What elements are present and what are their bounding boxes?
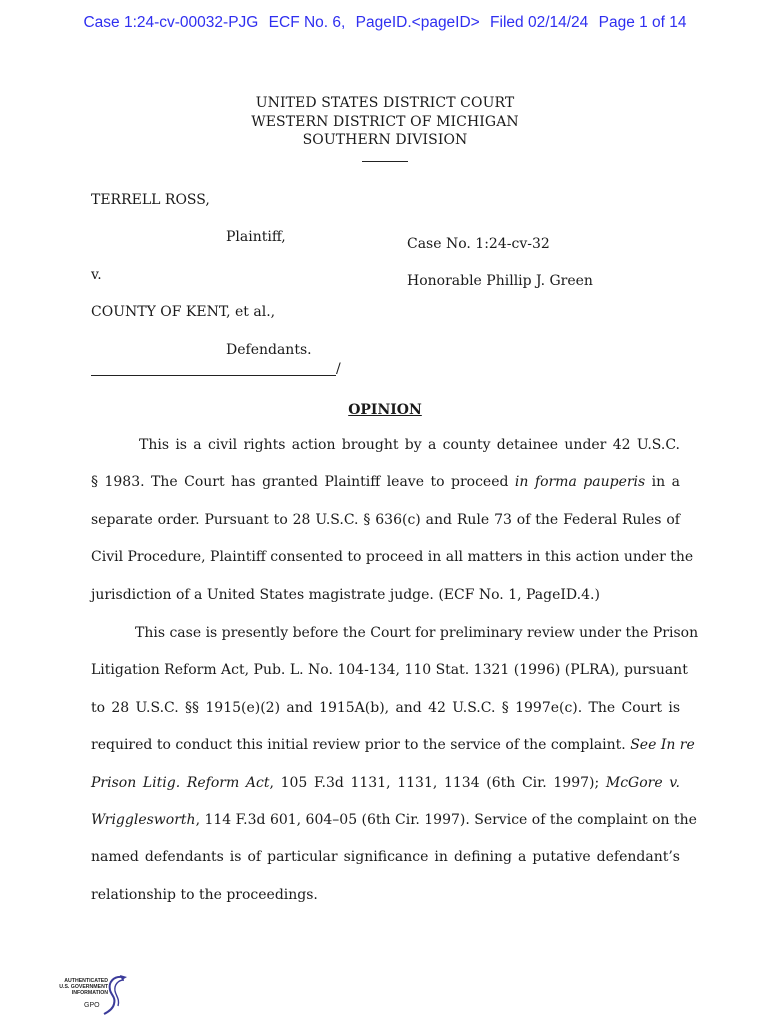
text-run: required to conduct this initial review prior to the service of the complaint. [91, 737, 631, 754]
plaintiff-name: TERRELL ROSS, [91, 192, 210, 208]
text-run: in a [645, 474, 680, 491]
paragraph-2 [91, 624, 699, 923]
judge-name: Honorable Phillip J. Green [407, 273, 593, 289]
defendant-role: Defendants. [226, 342, 312, 358]
court-title [0, 94, 770, 162]
paragraph-line: jurisdiction of a United States magistrate judge. (ECF No. 1, PageID.4.) [91, 586, 600, 603]
caption-slash: / [336, 361, 341, 377]
paragraph-line: separate order. Pursuant to 28 U.S.C. § 636(c) and Rule 73 of the Federal Rules of [91, 511, 680, 528]
title-divider [362, 161, 408, 162]
citation-signal: See In re [630, 737, 695, 754]
filed-date: Filed 02/14/24 [490, 14, 589, 31]
paragraph-line: Litigation Reform Act, Pub. L. No. 104-134, 110 Stat. 1321 (1996) (PLRA), pursuant [91, 662, 688, 679]
paragraph-line: Civil Procedure, Plaintiff consented to proceed in all matters in this action under the [91, 549, 694, 566]
opinion-heading: OPINION [348, 402, 422, 418]
paragraph-line [91, 811, 697, 848]
case-number-header: Case 1:24-cv-00032-PJG [83, 14, 259, 31]
paragraph-line: to 28 U.S.C. §§ 1915(e)(2) and 1915A(b), and 42 U.S.C. § 1997e(c). The Court is [91, 699, 680, 716]
italic-term: in forma pauperis [514, 474, 646, 491]
seal-abbr: GPO [84, 1002, 100, 1009]
court-name: UNITED STATES DISTRICT COURT [255, 95, 515, 111]
seal-line: AUTHENTICATED [64, 978, 108, 984]
case-citation: Wrigglesworth [91, 811, 196, 828]
text-run: , 114 F.3d 601, 604–05 (6th Cir. 1997). Service of the complaint on the [195, 811, 697, 828]
defendant-name: COUNTY OF KENT, et al., [91, 304, 276, 320]
page-count: Page 1 of 14 [598, 14, 687, 31]
case-number: Case No. 1:24-cv-32 [407, 236, 550, 252]
case-citation: Prison Litig. Reform Act [91, 774, 270, 791]
paragraph-line [91, 774, 680, 811]
caption-underline [91, 375, 336, 376]
paragraph-line: named defendants is of particular significance in defining a putative defendant’s [91, 849, 680, 866]
seal-line: INFORMATION [71, 990, 108, 996]
eagle-icon [100, 974, 130, 1018]
paragraph-line [91, 736, 695, 773]
paragraph-line: This case is presently before the Court for preliminary review under the Prison [135, 625, 699, 641]
seal-line: U.S. GOVERNMENT [59, 984, 108, 990]
paragraph-line: relationship to the proceedings. [91, 886, 318, 903]
court-division: SOUTHERN DIVISION [302, 132, 468, 148]
paragraph-line: This is a civil rights action brought by a county detainee under 42 U.S.C. [139, 437, 680, 453]
text-run: § 1983. The Court has granted Plaintiff leave to proceed [91, 474, 515, 491]
paragraph-line [91, 473, 680, 510]
page-id: PageID.<pageID> [355, 14, 480, 31]
versus: v. [91, 267, 102, 283]
paragraph-1 [91, 436, 694, 623]
seal-text [44, 978, 108, 996]
case-citation: McGore v. [605, 774, 681, 791]
ecf-number: ECF No. 6, [268, 14, 346, 31]
text-run: , 105 F.3d 1131, 1131, 1134 (6th Cir. 1997); [269, 774, 606, 791]
plaintiff-role: Plaintiff, [226, 229, 286, 245]
court-district: WESTERN DISTRICT OF MICHIGAN [251, 113, 519, 130]
filing-header [0, 14, 770, 32]
gpo-authentication-seal [44, 974, 134, 1018]
